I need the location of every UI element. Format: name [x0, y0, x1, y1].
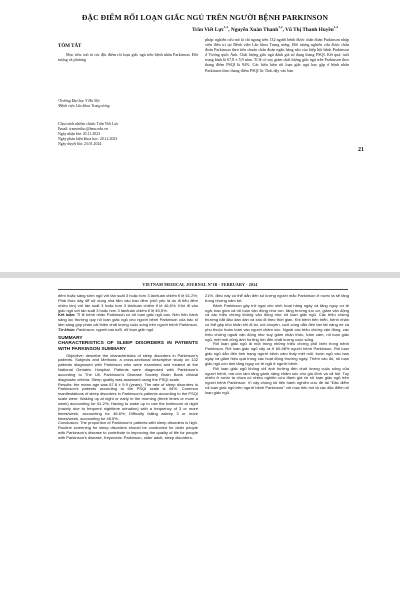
summary-conclusion: Conclusion: The proportion of Parkinson's patients with sleep disorders is high. Routine screening for sleep disorders should be conducted for older people with Parkinson's disease to contribute to improving the quality of life for people with Parkinson's disease. Keywords: Parkinson, older adult, sleep disorders.	[58, 420, 198, 440]
header-rule	[58, 289, 348, 290]
intro-paragraph-1: 21%, điều này có thể dẫn đến số lượng người mắc Parkinson ở nước ta sẽ tăng trong nhưng năm tới.	[205, 293, 349, 303]
intro-paragraph-2: Bệnh Parkinson gây trở ngại cho sinh hoạt hàng ngày và tăng nguy cơ té ngã, bao gồm cả rối loạn vận động như run, tăng trương lực cơ, giảm vận động và các triệu chứng không vận động như rối loạn giấc ngủ. Các triệu chứng thường bắt đầu dần dần và xấu đi theo thời gian. Khi bệnh tiến triển, bệnh nhân có thể gặp khó khăn khi đi lại, nói chuyện, cuối cùng dẫn đến tàn tật nặng nề và phụ thuộc hoàn toàn vào người chăm sóc. Ngoài các triệu chứng vận động, các triệu chứng ngoài vận động như suy giảm nhận thức, trầm cảm, rối loạn giấc ngủ, mệt mỏi cũng ảnh hưởng lớn đến chất lượng cuộc sống.	[205, 302, 349, 342]
author-1-affil: 1,2	[223, 25, 229, 29]
affiliation-2: ²Bệnh viện Lão khoa Trung ương	[58, 104, 110, 108]
intro-paragraph-3: Rối loạn giấc ngủ là một trong những triệu chứng phổ biến trong bệnh Parkinson. Rối loạn giấc ngủ xảy ra ở 60-98% người bệnh Parkinson. Rối loạn giấc ngủ dẫn đến tình trạng người bệnh cảm thấy mệt mỏi, buồn ngủ vào ban ngày và giảm hiệu quả trong các hoạt động thường ngày. Thêm vào đó, rối loạn giấc ngủ còn làm tăng nguy cơ té ngã ở người bệnh.	[205, 341, 349, 366]
summary-label: SUMMARY	[58, 335, 83, 341]
article-title: ĐẶC ĐIỂM RỐI LOẠN GIẤC NGỦ TRÊN NGƯỜI BỆNH PARKINSON	[81, 13, 329, 22]
accepted-date: Ngày duyệt bài: 23.01.2024	[58, 142, 102, 146]
right-column	[205, 294, 349, 396]
author-3: Vũ Thị Thanh Huyền	[285, 26, 334, 33]
abstract-text-left: Mục tiêu: mô tả các đặc điểm rối loạn giấc ngủ trên bệnh nhân Parkinson. Đối tượng và phương	[58, 52, 198, 63]
author-list: Trần Viết Lực$^{1,2}$, Nguyễn Xuân Thanh$^{1,2}$, Vũ Thị Thanh Huyền$^{1,2}$	[191, 25, 339, 33]
summary-results: Results: the mean age was 67.8 ± 5.9 (years). The rate of sleep disorders in Parkinson's patients according to the PSQI scale is 94%. Common manifestations of sleep disorders in Parkinson's patients according to the PSQI scale were: Waking up at night or early in the morning (three times or more a week) accounting for 61.2%; Having to wake up to use the bathroom at night (mainly due to frequent nighttime urination) with a frequency of 3 or more times/week, accounting for 46.6%; Difficulty falling asleep 3 or more times/week, accounting for 45.5%.	[58, 381, 198, 421]
abstract-left-column	[58, 44, 198, 62]
running-header: VIETNAM MEDICAL JOURNAL Nº1B - FEBRUARY - 2024	[142, 282, 258, 287]
abstract-right-column	[205, 37, 349, 73]
author-3-affil: 1,2	[333, 25, 339, 29]
conclusion-label: Kết luận:	[58, 312, 76, 318]
affiliation-1: ¹Trường Đại học Y Hà Nội	[58, 99, 100, 103]
keywords-label: Từ khóa:	[58, 326, 76, 332]
left-column	[58, 294, 198, 441]
author-1: Trần Viết Lực	[191, 26, 224, 33]
conclusion-paragraph	[58, 313, 198, 332]
reviewed-date: Ngày phản biện khoa học: 20.12.2023	[58, 137, 118, 141]
page-22	[0, 278, 400, 600]
summary-title: CHARACTERISTICS OF SLEEP DISORDERS IN PATIENTS WITH PARKINSON SUMMARY	[58, 341, 198, 352]
corresponding-author: Chịu trách nhiệm chính: Trần Viết Lực	[58, 122, 119, 126]
author-2-affil: 1,2	[278, 25, 283, 29]
abstract-continuation: đêm hoặc sáng sớm ngủ với tần suất 3 hoặc hơn 3 lần/tuần chiếm tỉ lệ 61,2%; Phải thức dậy để sử dụng nhà tắm vào ban đêm (chủ yếu là do đi tiểu đêm nhiều lần) với tần suất 3 hoặc hơn 3 lần/tuần chiếm tỉ lệ 46,6%; Khó đi vào giấc ngủ với tần suất 3 hoặc hơn 3 lần/tuần chiếm tỉ lệ 45,5%.	[58, 293, 198, 313]
abstract-heading: TÓM TẮT	[58, 44, 82, 49]
page-number: 21	[358, 147, 364, 153]
intro-paragraph-4: Rối loạn giấc ngủ không chỉ ảnh hưởng đến chất lượng cuộc sống của người bệnh, mà còn làm tăng gánh nặng chăm sóc cho gia đình và xã hội. Tuy nhiên ở nước ta chưa có nhiều nghiên cứu đánh giá về rối loạn giấc ngủ trên người bệnh Parkinson. Vì vậy chúng tôi tiến hành nghiên cứu đề tài "Đặc điểm rối loạn giấc ngủ trên người bệnh Parkinson" với mục tiêu mô tả các đặc điểm rối loạn giấc ngủ.	[205, 365, 349, 395]
received-date: Ngày nhận bài: 20.11.2023	[58, 132, 101, 136]
keywords-text: Parkinson, người cao tuổi, rối loạn giấc ngủ.	[76, 326, 155, 332]
article-dates	[58, 122, 158, 147]
conclusion-text: Tỉ lệ bệnh nhân Parkinson có rối loạn giấc ngủ cao. Nên tiến hành sàng lọc thường quy rối loạn giấc ngủ cho người bệnh Parkinson của bác sĩ lâm sàng góp phần cải thiện chất lượng cuộc sống trên người bệnh Parkinson.	[58, 312, 198, 328]
summary-body: Objective: describe the characteristics of sleep disorders in Parkinson's patients. Subjects and Methods: a cross-sectional descriptive study on 132 patients diagnosed with Parkinson who were examined and treated at the National Geriatric Hospital. Patients were diagnosed with Parkinson's according to The UK Parkinson's Disease Society Brain Bank clinical diagnostic criteria. Sleep quality was assessed using the PSQI scale.	[58, 352, 198, 382]
author-2: Nguyễn Xuân Thanh	[230, 26, 279, 33]
page-21	[0, 0, 400, 272]
abstract-text-right: pháp: nghiên cứu mô tả cắt ngang trên 132 người bệnh được chẩn đoán Parkinson nhập viện điều trị tại Bệnh viện Lão khoa Trung ương. Đối tượng nghiên cứu được chẩn đoán Parkinson theo tiêu chuẩn chẩn đoán ngân hàng não của hiệp hội bệnh Parkinson ở Vương quốc Anh. Chất lượng giấc ngủ đánh giá sử dụng thang PSQI. Kết quả: tuổi trung bình là 67,8 ± 5,9 năm. Tỉ lệ có suy giảm chất lượng giấc ngủ trên Parkinson theo thang điểm PSQI là 94%. Các biểu hiện rối loạn giấc ngủ hay gặp ở bệnh nhân Parkinson theo thang điểm PSQI là: Tình dậy vào ban	[205, 37, 349, 73]
summary-heading	[58, 336, 198, 353]
affiliation-notes	[58, 99, 158, 109]
email: Email: tranvietluc@hmu.edu.vn	[58, 127, 108, 131]
